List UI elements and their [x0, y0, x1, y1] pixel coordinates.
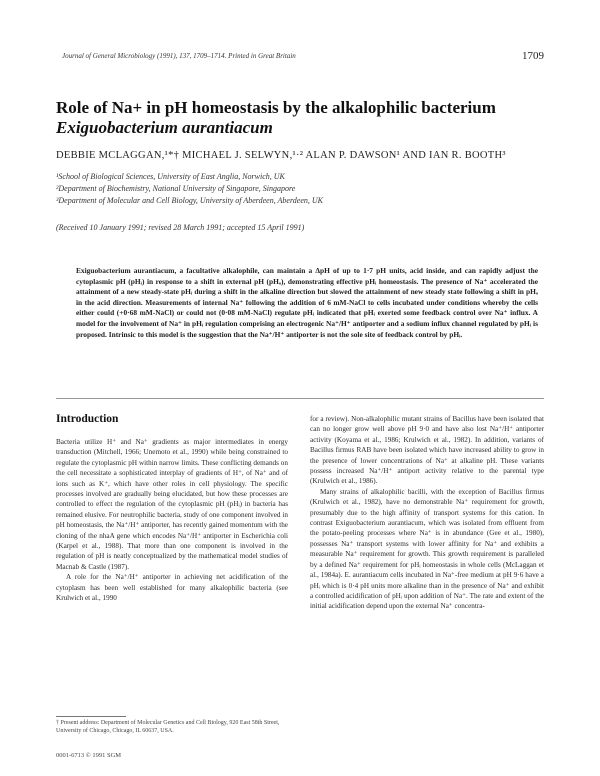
- author-list: DEBBIE MCLAGGAN,¹*† MICHAEL J. SELWYN,¹·² ALAN P. DAWSON¹ AND IAN R. BOOTH³: [56, 150, 506, 161]
- body-column-right: [310, 414, 544, 612]
- body-column-left: [56, 437, 288, 604]
- paragraph: for a review). Non-alkalophilic mutant strains of Bacillus have been isolated that can no longer grow well above pH 9·0 and have also lost Na⁺/H⁺ antiporter activity (Koyama et al., 1986; Krulwich et al., 1982). In addition, variants of Bacillus firmus RAB have been isolated which have increased ability to grow in the presence of lower concentrations of Na⁺ at alkaline pH. These variants possess increased Na⁺/H⁺ antiport activity relative to the parental type (Krulwich et al., 1986).: [310, 415, 544, 486]
- affiliation-1: ¹School of Biological Sciences, University of East Anglia, Norwich, UK: [56, 172, 285, 181]
- abstract: Exiguobacterium aurantiacum, a facultative alkalophile, can maintain a ΔpH of up to 1·7 pH units, acid inside, and can rapidly adjust the cytoplasmic pH (pHᵢ) in response to a shift in external pH (pHₒ), demonstrating effective pHᵢ homeostasis. The presence of Na⁺ accelerated the attainment of a new steady-state pHᵢ during a shift in the alkaline direction but slowed the attainment of new steady state following a shift in pHₒ in the acid direction. Measurements of internal Na⁺ following the addition of 6 mM-NaCl to cells incubated under conditions whereby the cells either could (+0·68 mM-NaCl) or could not (0·08 mM-NaCl) regulate pHᵢ indicated that pHᵢ exerted some feedback control over Na⁺ influx. A model for the involvement of Na⁺ in pHᵢ regulation comprising an electrogenic Na⁺/H⁺ antiporter and a sodium influx channel regulated by pHᵢ is proposed. Intrinsic to this model is the suggestion that the Na⁺/H⁺ antiporter is not the sole site of feedback control by pHᵢ.: [76, 266, 538, 339]
- running-head: Journal of General Microbiology (1991), 137, 1709–1714. Printed in Great Britain: [62, 52, 296, 60]
- title-line-2: Exiguobacterium aurantiacum: [56, 118, 273, 137]
- article-title: [56, 98, 556, 138]
- section-divider: [56, 398, 544, 399]
- copyright-line: 0001-6713 © 1991 SGM: [56, 752, 122, 759]
- paragraph: Bacteria utilize H⁺ and Na⁺ gradients as major intermediates in energy transduction (Mitchell, 1966; Unemoto et al., 1990) while being constrained to regulate the cytoplasmic pH within narrow limits. These conflicting demands on the cell necessitate a sophisticated interplay of gradients of H⁺, of Na⁺ and of ions such as K⁺, which have other roles in cell physiology. The specific processes involved are gradually being elucidated, but how these processes are controlled to effect the regulation of the cytoplasmic pH (pHᵢ) in bacteria has remained elusive. For neutrophilic bacteria, study of one component involved in pH homeostasis, the Na⁺/H⁺ antiporter, has recently gained momentum with the cloning of the nhaA gene which encodes Na⁺/H⁺ antiporter in Escherichia coli (Karpel et al., 1988). That more than one component is involved in the regulation of pH is neatly conceptualized by the mathematical model studies of Macnab & Castle (1987).: [56, 438, 288, 571]
- affiliation-3: ³Department of Molecular and Cell Biology, University of Aberdeen, Aberdeen, UK: [56, 196, 324, 205]
- page-number: 1709: [522, 50, 544, 62]
- received-dates: (Received 10 January 1991; revised 28 March 1991; accepted 15 April 1991): [56, 223, 305, 232]
- footnote: † Present address: Department of Molecular Genetics and Cell Biology, 920 East 58th Street, University of Chicago, Chicago, IL 60637, USA.: [56, 720, 280, 734]
- paragraph: Many strains of alkalophilic bacilli, with the exception of Bacillus firmus (Krulwich et al., 1982), have no demonstrable Na⁺ requirement for growth, presumably due to the high affinity of transport systems for this cation. In contrast Exiguobacterium aurantiacum, which was isolated from effluent from the potato-peeling processes where Na⁺ is in abundance (Gee et al., 1980), possesses Na⁺ transport systems with lower affinity for Na⁺ and exhibits a measurable Na⁺ requirement for growth. This growth requirement is paralleled by a defined Na⁺ requirement for pHᵢ homeostasis in whole cells (McLaggan et al., 1984a). E. aurantiacum cells incubated in Na⁺-free medium at pH 9·6 have a pHᵢ which is 0·4 pH units more alkaline than in the presence of Na⁺ and exhibit a controlled acidification of pHᵢ upon addition of Na⁺. The rate and extent of the initial acidification depend upon the external Na⁺ concentra-: [310, 487, 544, 611]
- footnote-divider: [56, 716, 126, 717]
- introduction-heading: Introduction: [56, 413, 119, 425]
- title-line-1: Role of Na+ in pH homeostasis by the alkalophilic bacterium: [56, 98, 496, 117]
- paragraph: A role for the Na⁺/H⁺ antiporter in achieving net acidification of the cytoplasm has been well established for many alkalophilic bacteria (see Krulwich et al., 1990: [56, 573, 288, 603]
- affiliation-2: ²Department of Biochemistry, National University of Singapore, Singapore: [56, 184, 296, 193]
